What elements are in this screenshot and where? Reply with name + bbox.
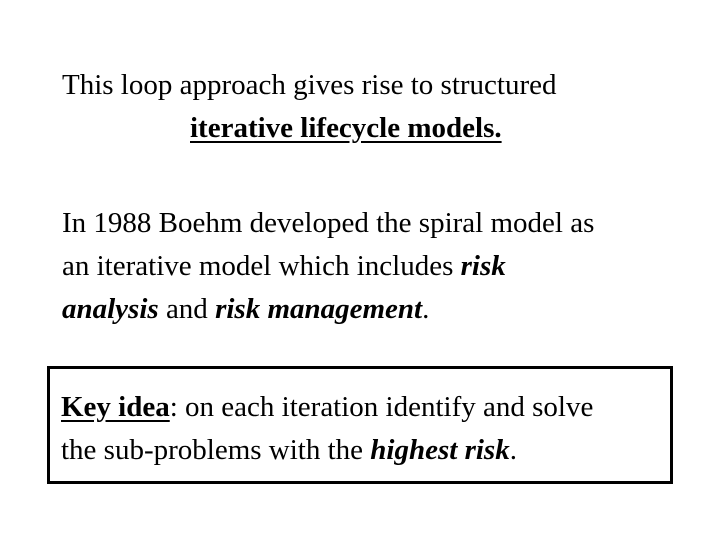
analysis-term: analysis — [62, 293, 159, 325]
and-text: and — [158, 293, 216, 325]
boehm-line-2-text: an iterative model which includes — [62, 250, 461, 282]
boehm-line-3 — [62, 288, 594, 331]
iterative-lifecycle-models-heading: iterative lifecycle models. — [190, 112, 502, 144]
key-idea-line-2 — [61, 429, 593, 472]
risk-term: risk — [460, 250, 506, 282]
key-idea-line-1 — [61, 386, 593, 429]
highest-risk-term: highest risk — [370, 434, 510, 466]
key-idea-period: . — [509, 434, 517, 466]
key-idea-paragraph — [61, 386, 593, 472]
boehm-paragraph — [62, 202, 594, 331]
risk-management-term: risk management — [215, 293, 423, 325]
key-idea-label: Key idea — [61, 391, 170, 423]
boehm-line-2 — [62, 245, 594, 288]
key-idea-line-1-text: : on each iteration identify and solve — [169, 391, 594, 423]
intro-line: This loop approach gives rise to structured — [62, 69, 557, 101]
key-idea-line-2-text: the sub-problems with the — [61, 434, 371, 466]
boehm-line-1: In 1988 Boehm developed the spiral model as — [62, 207, 595, 239]
boehm-period: . — [422, 293, 430, 325]
